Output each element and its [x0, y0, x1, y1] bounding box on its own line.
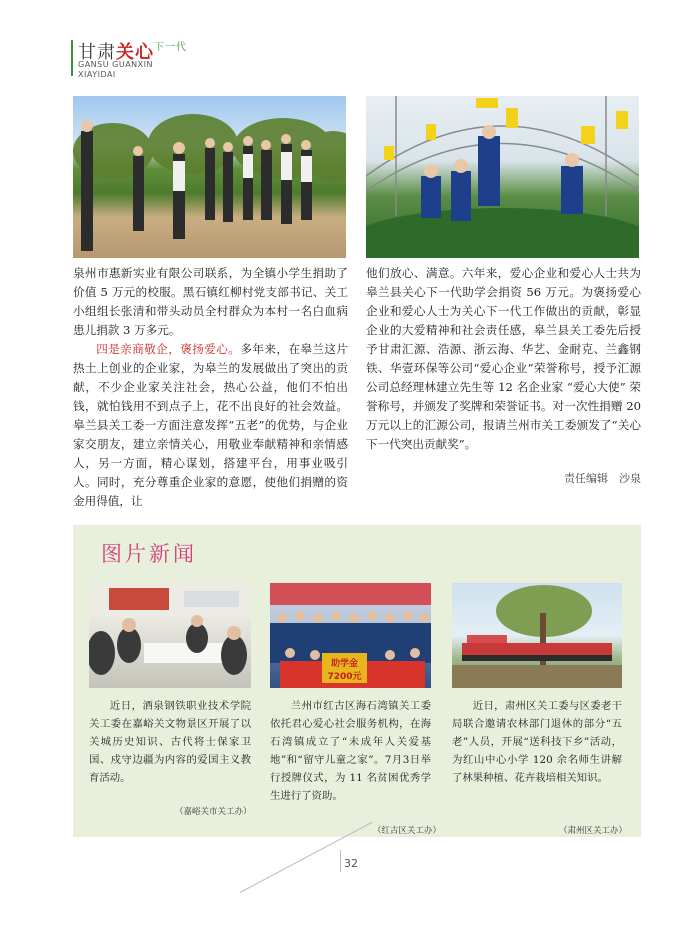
news-photo-1 [89, 583, 251, 688]
field-inspection-photo [73, 96, 346, 258]
article-paragraph: 泉州市惠新实业有限公司联系，为全镇小学生捐助了价值 5 万元的校服。黑石镇红柳村党支部书记、关工小组组长张清和带头动员全村群众为本村一名白血病患儿捐款 3 万多元。 [73, 266, 348, 337]
news-source-3: （肃州区关工办） [559, 826, 628, 836]
news-source-2: （红古区关工办） [373, 826, 442, 836]
field-inspection-scene [73, 96, 346, 258]
logo-pinyin-line-1: GANSU GUANXIN [78, 60, 153, 69]
article-paragraph: 他们放心、满意。六年来，爱心企业和爱心人士共为皋兰县关心下一代助学会捐资 56 万元。为褒扬爱心企业和爱心人士为关心下一代工作做出的贡献，彰显企业的大爱精神和社会责任感，皋兰县关工委先后授予甘肃汇源、浩源、浙云海、华艺、金耐克、兰鑫钢铁、华壹环保等公司“爱心企业”荣誉称号，授予汇源公司总经理林建立先生等 12 名企业家 “爱心大使” 荣誉称号，并颁发了奖牌和荣誉证书。对一次性捐赠 20 万元以上的汇源公司，报请兰州市关工委颁发了“关心下一代突出贡献奖”。 [366, 266, 641, 451]
logo-pinyin-line-2: XIAYIDAI [78, 70, 116, 79]
logo-accent-bar [71, 40, 73, 76]
article-left-column [73, 264, 348, 511]
section-heading-highlight: 四是亲商敬企，褒扬爱心。 [96, 342, 241, 356]
news-photo-3 [452, 583, 622, 688]
responsible-editor: 责任编辑 沙泉 [564, 472, 641, 485]
news-caption-text: 近日，酒泉钢铁职业技术学院关工委在嘉峪关文物景区开展了以关城历史知识、古代将士保家卫国、戍守边疆为内容的爱国主义教育活动。 [89, 700, 251, 784]
news-caption-2 [270, 697, 431, 805]
news-photo-2 [270, 583, 431, 688]
news-caption-text: 兰州市红古区海石湾镇关工委依托君心爱心社会服务机构，在海石湾镇成立了“未成年人关爱基地”和“留守儿童之家”。7月3日举行授牌仪式，为 11 名贫困优秀学生进行了资助。 [270, 700, 431, 802]
news-caption-3 [452, 697, 622, 787]
classroom-scene [89, 583, 251, 688]
orchard-lecture-scene [452, 583, 622, 688]
news-source-1: （嘉峪关市关工办） [175, 807, 252, 817]
logo-xiayidai: 下一代 [154, 42, 187, 53]
footer-divider [340, 850, 341, 872]
logo-guanxin: 关心 [116, 42, 154, 63]
donation-ceremony-scene [270, 583, 431, 688]
greenhouse-scene [366, 96, 639, 258]
greenhouse-photo [366, 96, 639, 258]
article-paragraph-text: 多年来，在皋兰这片热土上创业的企业家，为皋兰的发展做出了突出的贡献，不少企业家关注社会，热心公益，他们不怕出钱，就怕钱用不到点子上，花不出良好的社会效益。皋兰县关工委一方面注意发挥“五老”的优势，与企业家交朋友，建立亲情关心，用敬业奉献精神和亲情感人，另一方面，精心谋划，搭建平台，用事业吸引人。同时，充分尊重企业家的意愿，使他们捐赠的资金用得值，让 [73, 342, 348, 508]
article-paragraph [73, 340, 348, 511]
news-caption-text: 近日，肃州区关工委与区委老干局联合邀请农林部门退休的部分“五老”人员，开展“送科技下乡”活动，为红山中心小学 120 余名师生讲解了林果种植、花卉栽培相关知识。 [452, 700, 622, 784]
page-number: 32 [344, 857, 358, 870]
banner-line-2: 7200元 [327, 672, 362, 682]
picture-news-title: 图片新闻 [101, 542, 197, 566]
logo-pinyin [78, 60, 153, 80]
banner-line-1: 助学金 [330, 659, 359, 669]
news-caption-1 [89, 697, 251, 787]
article-right-column [366, 264, 641, 454]
logo-gansu: 甘肃 [78, 42, 116, 63]
